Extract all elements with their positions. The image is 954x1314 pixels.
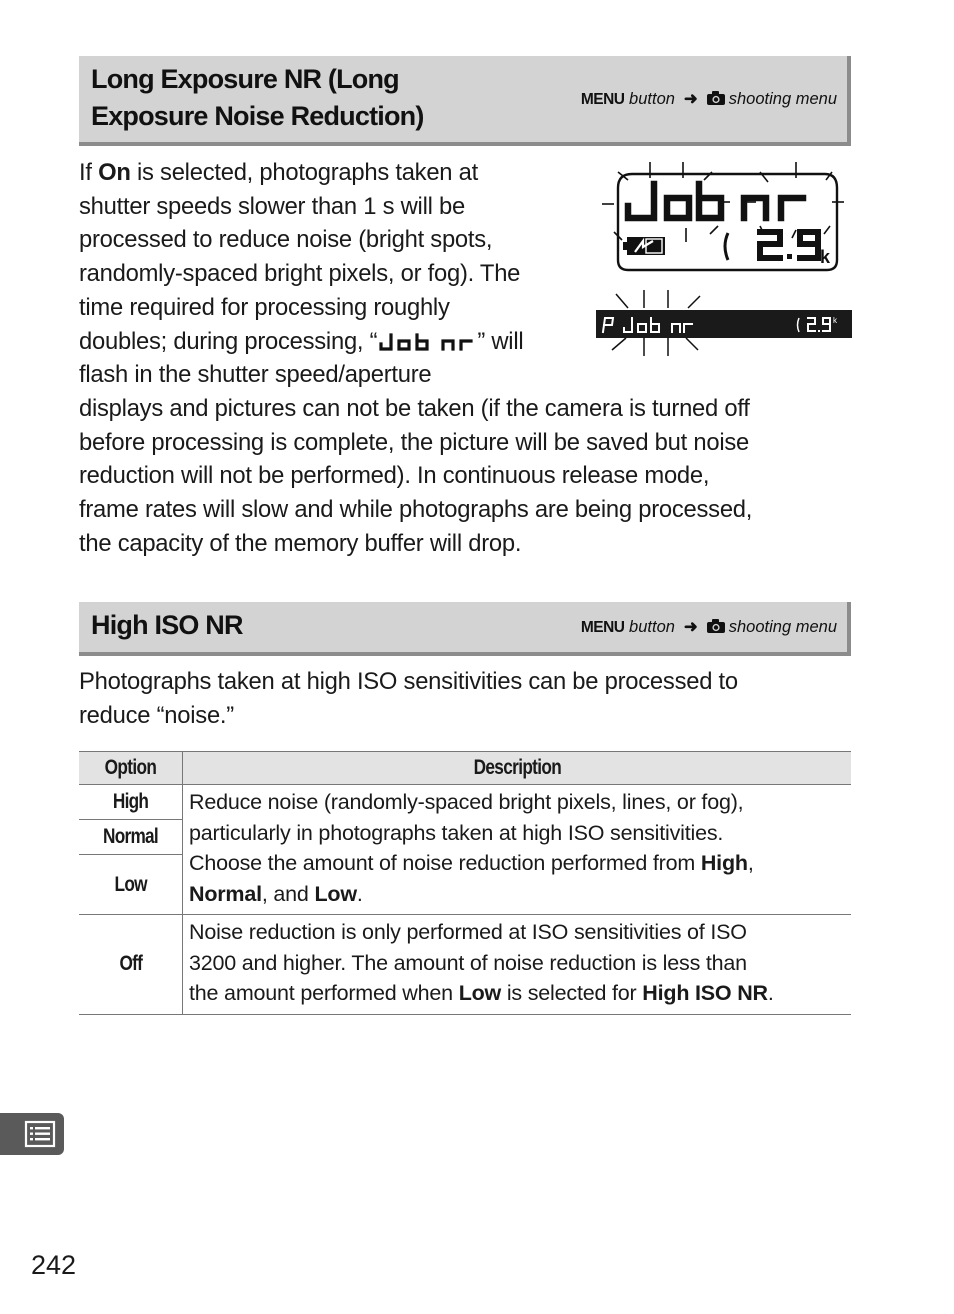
- table-row: [79, 915, 851, 1015]
- menu-path: [581, 617, 837, 637]
- menu-key-label: MENU: [580, 91, 625, 108]
- menu-button-label: button: [629, 618, 675, 636]
- menu-target-label: shooting menu: [728, 90, 837, 108]
- description-noise-levels: Reduce noise (randomly-spaced bright pixels, lines, or fog), particularly in photographs taken at high ISO sensitivities. Choose the amount of noise reduction performed from High, Normal, and Low.: [183, 785, 852, 915]
- option-high: High: [79, 785, 183, 820]
- para-line: frame rates will slow and while photographs are being processed,: [79, 496, 753, 524]
- menu-path: [581, 89, 837, 109]
- svg-text:k: k: [820, 247, 831, 267]
- para-line: reduce “noise.”: [79, 701, 234, 729]
- section-title: [91, 61, 424, 135]
- table-header-row: [79, 752, 851, 785]
- para-line: the capacity of the memory buffer will drop.: [79, 529, 522, 557]
- para-line: before processing is complete, the picture will be saved but noise: [79, 428, 750, 456]
- table-row: [79, 785, 851, 820]
- column-header-option: Option: [79, 752, 183, 785]
- side-tab-menu-list: [0, 1113, 64, 1155]
- camera-icon: [706, 90, 726, 106]
- para-line: reduction will not be performed). In continuous release mode,: [79, 462, 710, 490]
- arrow-icon: ➜: [683, 618, 698, 636]
- svg-text:k: k: [833, 316, 837, 325]
- menu-button-label: button: [629, 90, 675, 108]
- option-low: Low: [79, 855, 183, 915]
- para-line: randomly-spaced bright pixels, or fog). The: [79, 260, 521, 288]
- column-header-description: Description: [183, 752, 852, 785]
- menu-target-label: shooting menu: [728, 618, 837, 636]
- title-line-1: Long Exposure NR (Long: [91, 64, 399, 94]
- menu-list-icon: [0, 1113, 64, 1155]
- section-header-high-iso-nr: [79, 602, 851, 656]
- section-title: High ISO NR: [91, 610, 243, 640]
- high-iso-intro: [79, 665, 859, 732]
- viewfinder-display-illustration: [596, 288, 852, 358]
- description-off: Noise reduction is only performed at ISO sensitivities of ISO 3200 and higher. The amount of noise reduction is less than the amount performed when Low is selected for High ISO NR.: [183, 915, 852, 1015]
- option-off: Off: [79, 915, 183, 1015]
- para-line: shutter speeds slower than 1 s will be: [79, 192, 465, 220]
- section-header-long-exposure-nr: [79, 56, 851, 146]
- para-line: Photographs taken at high ISO sensitivities can be processed to: [79, 668, 738, 695]
- control-panel-lcd-illustration: [600, 160, 845, 280]
- job-nr-segment-icon: [377, 332, 477, 352]
- para-line: displays and pictures can not be taken (if the camera is turned off: [79, 394, 750, 422]
- para-line: processed to reduce noise (bright spots,: [79, 226, 493, 254]
- arrow-icon: ➜: [683, 90, 698, 108]
- high-iso-options-table: [79, 751, 851, 1015]
- title-line-2: Exposure Noise Reduction): [91, 101, 424, 131]
- para-line: time required for processing roughly: [79, 293, 450, 321]
- menu-key-label: MENU: [580, 619, 625, 636]
- battery-icon: [623, 237, 665, 255]
- para-line: doubles; during processing, “ ” will: [79, 327, 524, 355]
- para-line: If On is selected, photographs taken at: [79, 159, 479, 186]
- page-number: 242: [31, 1250, 77, 1280]
- para-line: flash in the shutter speed/aperture: [79, 361, 432, 389]
- camera-icon: [706, 618, 726, 634]
- option-normal: Normal: [79, 820, 183, 855]
